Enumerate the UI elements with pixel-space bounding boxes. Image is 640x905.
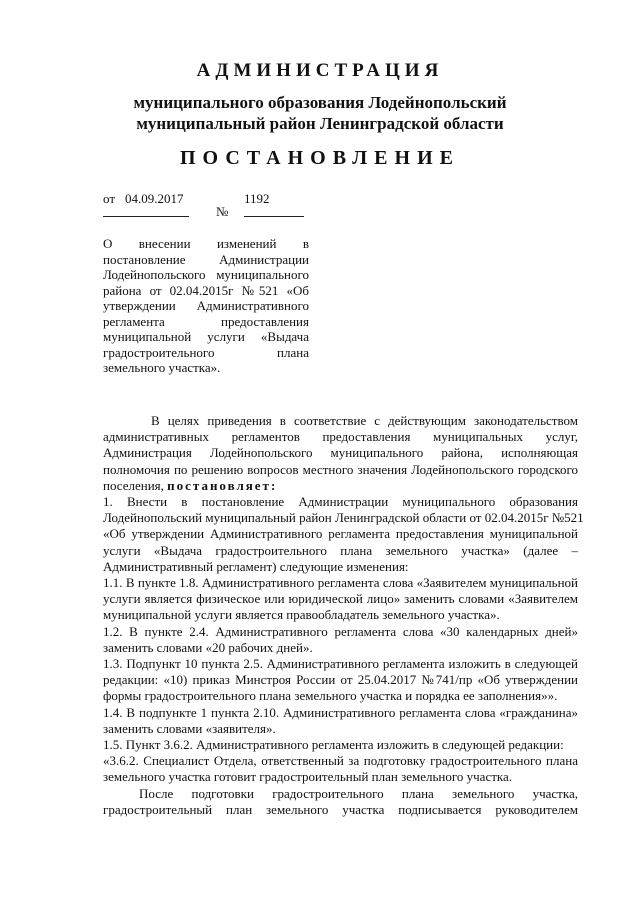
p14-line: 1.4. В подпункте 1 пункта 2.10. Административного регламента слова «гражданина»	[103, 704, 578, 720]
doc-date: 04.09.2017	[125, 191, 184, 206]
after-line: После подготовки градостроительного плана земельного участка,	[139, 785, 578, 801]
p13-line: редакции: «10) приказ Минстроя России от 25.04.2017 №741/пр «Об утверждении	[103, 672, 578, 688]
org-name-line-1: муниципального образования Лодейнопольский	[133, 93, 507, 112]
subject-line: О внесении изменений в	[103, 236, 309, 251]
intro-line: административных регламентов предоставления муниципальных услуг,	[103, 429, 578, 445]
doc-header-title: АДМИНИСТРАЦИЯ	[196, 60, 444, 81]
subject-line: Лодейнопольского муниципального	[103, 267, 309, 282]
p1-line: «Об утверждении Административного регламента предоставления муниципальной	[103, 526, 578, 542]
subject-line: градостроительного плана	[103, 344, 309, 360]
p362-line: земельного участка готовит градостроительный план земельного участка.	[103, 769, 513, 785]
p1-line: Административный регламент) следующие изменения:	[103, 558, 409, 574]
p13-line: формы градостроительного плана земельного участка и порядка ее заполнения»».	[103, 688, 558, 704]
p1-line: Лодейнопольский муниципальный район Ленинградской области от 02.04.2015г №521	[103, 510, 584, 526]
p14-line: заменить словами «заявителя».	[103, 720, 276, 736]
p12-line: заменить словами «20 рабочих дней».	[103, 639, 313, 655]
subject-line: регламента предоставления	[103, 313, 309, 329]
intro-line: полномочия по решению вопросов местного значения Лодейнопольского городского	[103, 461, 578, 477]
number-sign: №	[216, 204, 229, 219]
p15-line: 1.5. Пункт 3.6.2. Административного регламента изложить в следующей редакции:	[103, 737, 564, 753]
body-text	[103, 413, 584, 818]
subject-line: муниципальной услуги «Выдача	[103, 329, 309, 344]
after-line: градостроительный план земельного участка подписывается руководителем	[103, 801, 578, 817]
date-prefix: от	[103, 191, 116, 206]
p1-line: 1. Внести в постановление Администрации муниципального образования	[103, 494, 578, 510]
intro-line: В целях приведения в соответствие с действующим законодательством	[151, 413, 578, 428]
intro-last-text: поселения,	[103, 477, 164, 493]
p12-line: 1.2. В пункте 2.4. Административного регламента слова «30 календарных дней»	[103, 623, 578, 639]
p362-line: «3.6.2. Специалист Отдела, ответственный за подготовку градостроительного плана	[103, 753, 578, 769]
subject-line: района от 02.04.2015г №521 «Об	[103, 282, 309, 298]
org-name-line-2: муниципальный район Ленинградской области	[136, 114, 504, 133]
date-underline	[103, 216, 189, 217]
p13-line: 1.3. Подпункт 10 пункта 2.5. Административного регламента изложить в следующей	[103, 656, 578, 672]
p11-line: муниципальной услуги является правообладатель земельного участка».	[103, 607, 500, 623]
subject-block	[103, 236, 309, 376]
decree-word: постановляет:	[167, 477, 278, 493]
doc-type-title: ПОСТАНОВЛЕНИЕ	[180, 147, 460, 169]
number-underline	[244, 216, 304, 217]
subject-line: утверждении Административного	[103, 298, 309, 313]
p1-line: услуги «Выдача градостроительного плана земельного участка» (далее –	[103, 542, 578, 558]
p11-line: услуги является физическое или юридической лицо» заменить словами «Заявителем	[103, 591, 578, 607]
p11-line: 1.1. В пункте 1.8. Административного регламента слова «Заявителем муниципальной	[103, 575, 578, 591]
subject-line: земельного участка».	[103, 360, 221, 375]
intro-last-line	[103, 478, 578, 494]
subject-line: постановление Администрации	[103, 251, 309, 267]
intro-line: Администрация Лодейнопольского муниципального района, исполняющая	[103, 445, 578, 461]
doc-number: 1192	[244, 191, 270, 206]
